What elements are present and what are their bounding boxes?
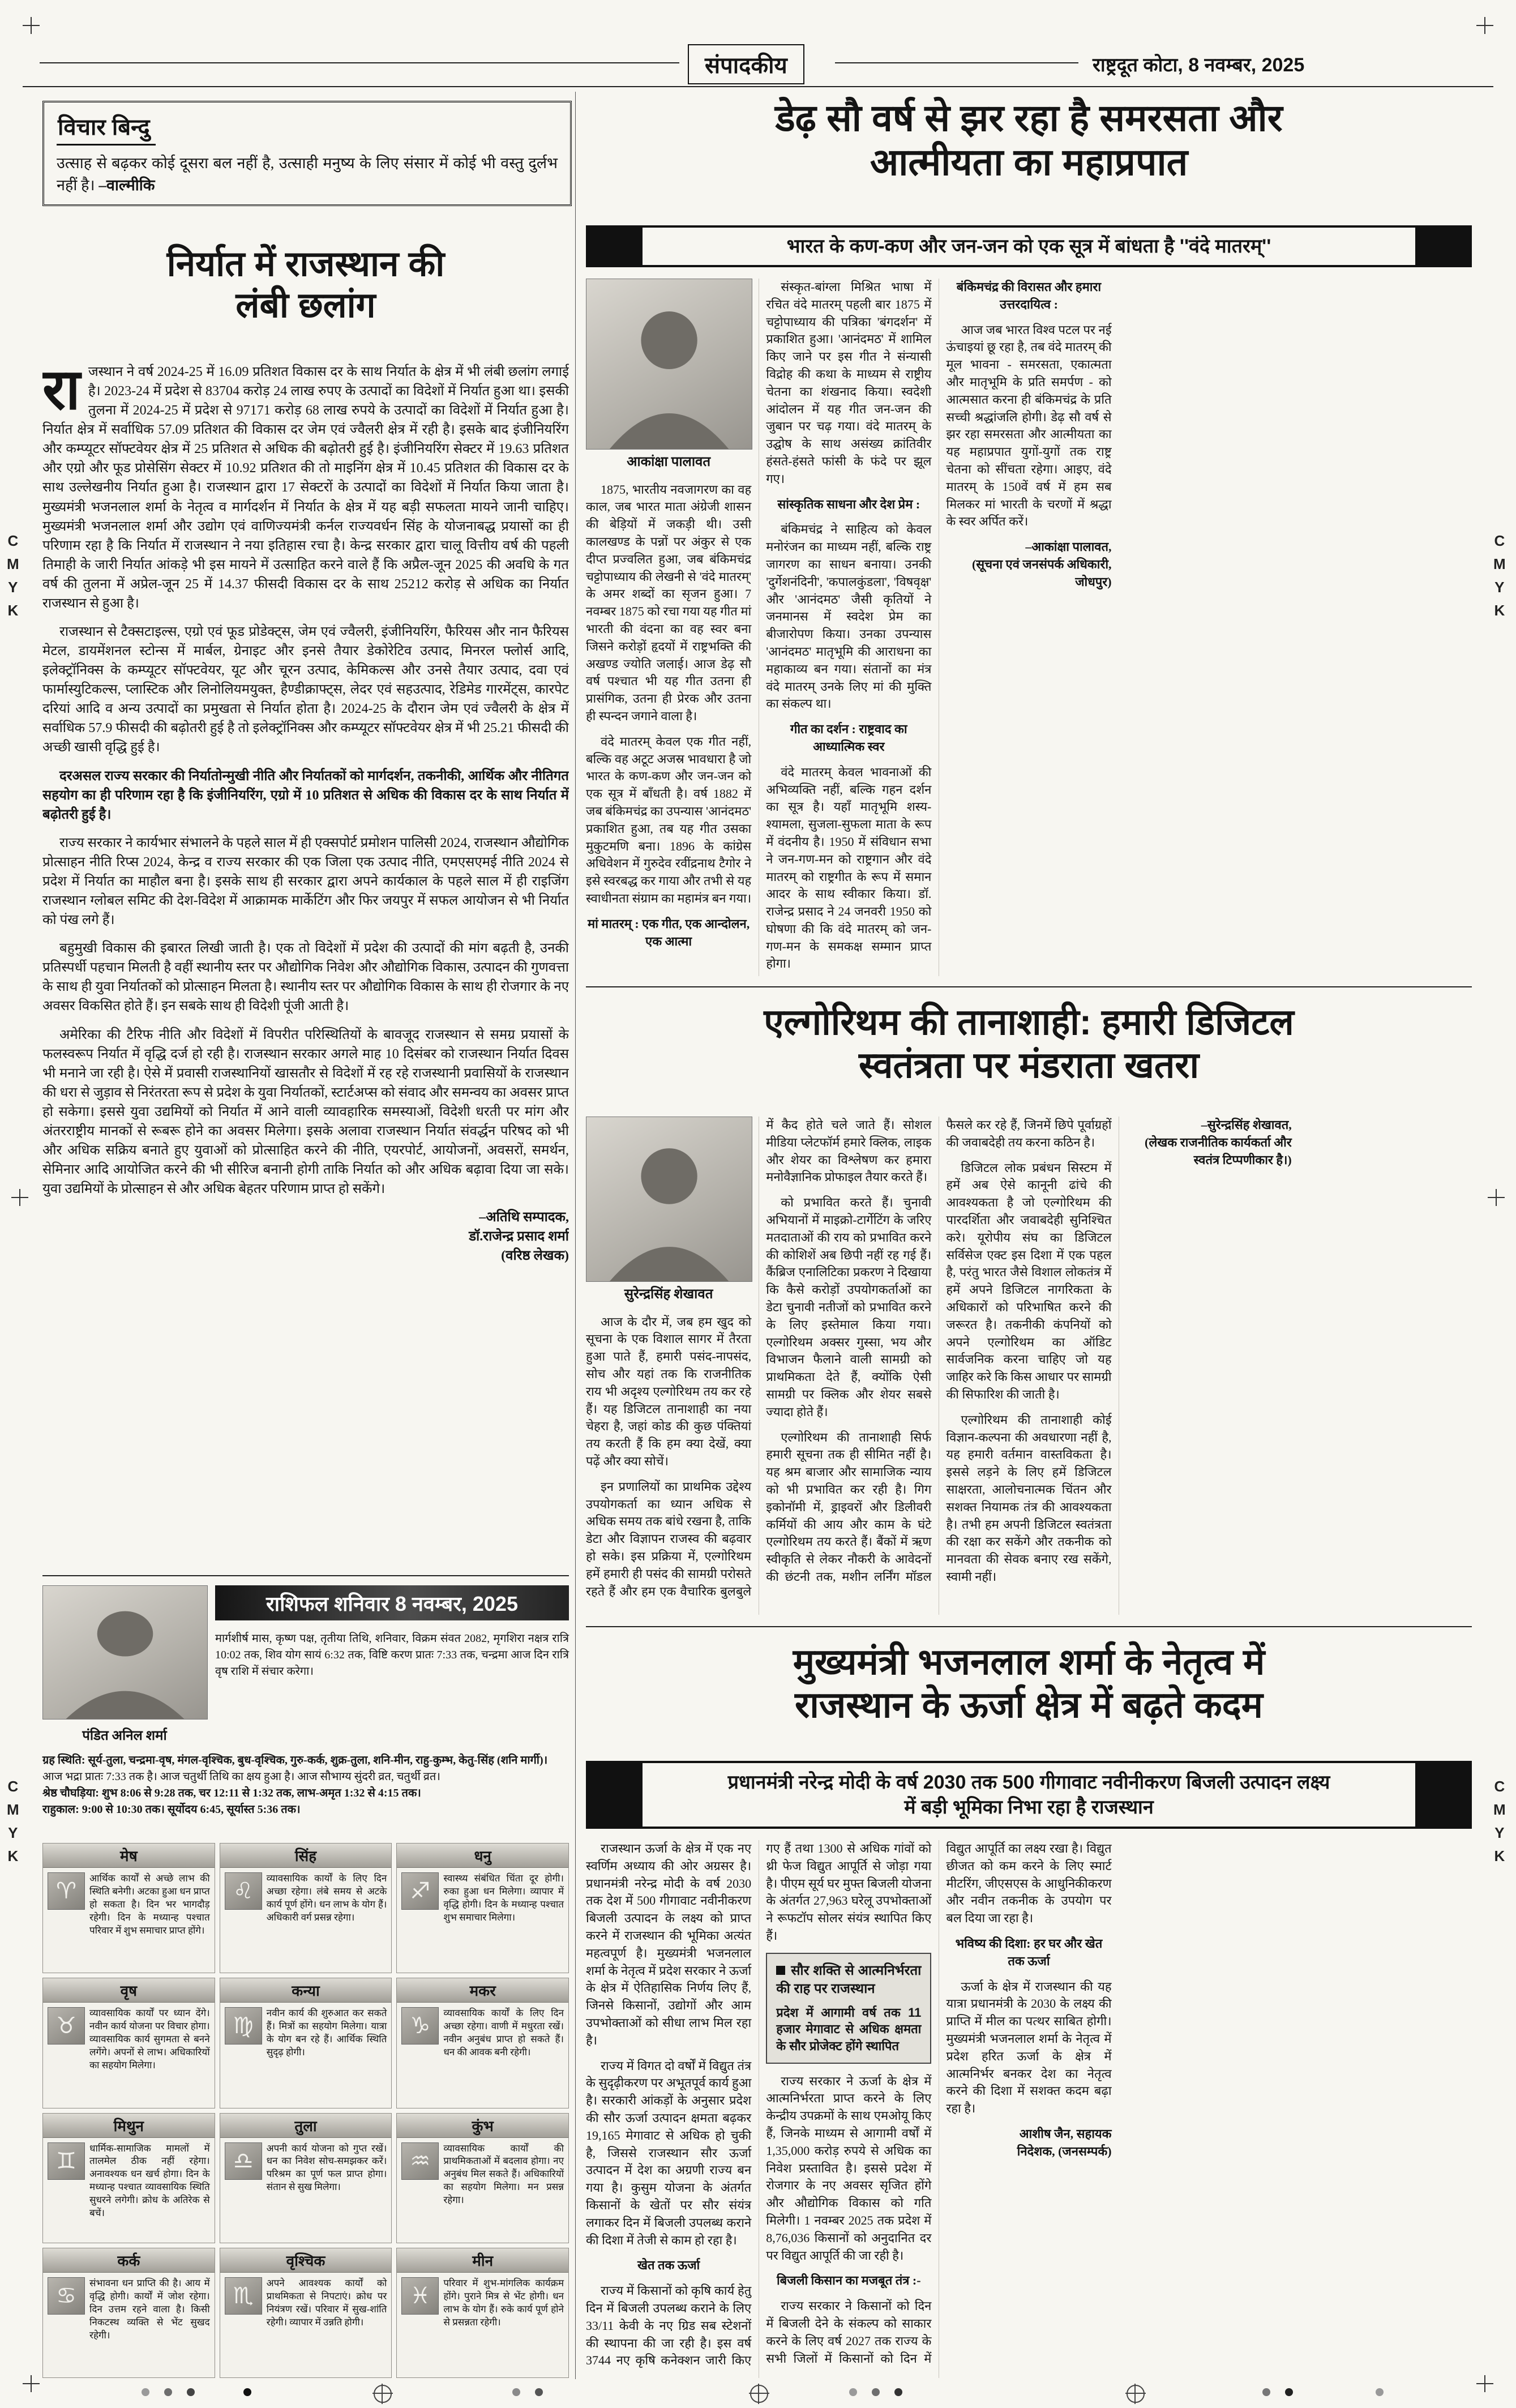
- article-paragraph: एल्गोरिथम की तानाशाही सिर्फ हमारी सूचना तक ही सीमित नहीं है। यह श्रम बाजार और सामाजिक न्याय को भी प्रभावित कर रही है। गिग इकोनॉमी में, ड्राइवरों और डिलीवरी कर्मियों की आय और काम के घंटे एल्गोरिथम तय करते हैं। बैंकों में ऋण स्वीकृति से लेकर नौकरी के आवेदनों की छंटनी तक, मशीन लर्निंग मॉडल फैसले कर रहे हैं, जिनमें छिपे पूर्वाग्रहों की जवाबदेही तय करना कठिन है।: [766, 1118, 1112, 1584]
- crop-mark-bottom-left: [23, 2375, 40, 2392]
- author-portrait-photo: [586, 279, 752, 450]
- zodiac-cell-leo: [220, 1843, 392, 1973]
- article-paragraph: अमेरिका की टैरिफ नीति और विदेशों में विपरीत परिस्थितियों के बावजूद राजस्थान से समग्र प्रयासों के फलस्वरूप निर्यात में वृद्धि दर्ज हो रही है। राजस्थान सरकार अगले माह 10 दिसंबर को राजस्थान निर्यात दिवस भी मनाने जा रही है। ऐसे में प्रवासी राजस्थानियों खासतौर से विदेशों में रह रहे राजस्थानी प्रवासियों के राजस्थान की धरा से जुड़ाव से निरंतरता रूप से प्रदेश के युवा निर्यातकों, स्टार्टअप्स को संवाद और समन्वय का अवसर प्राप्त हो सकेगा। इससे युवा उद्यमियों को निर्यात में आने वाली व्यावहारिक समस्याओं, विदेशी धरती पर मांग और अंतरराष्ट्रीय मानकों से रूबरू होने का अवसर मिलेगा। इसके अलावा राजस्थान निर्यात संवर्द्धन परिषद को भी और अधिक सक्रिय बनाते हुए युवाओं को प्रोत्साहित करने की नीति, एयरपोर्ट, आयोजनों, अवसरों, समर्थन, सेमिनार आदि आयोजित करने की भी सीरिज बनानी होगी ताकि निर्यात को और अधिक बढ़ावा दिया जा सके। युवा उद्यमियों के प्रोत्साहन से और अधिक बेहतर परिणाम प्राप्त हो सकेंगे।: [42, 1027, 569, 1197]
- zodiac-forecast: नवीन कार्य की शुरुआत कर सकते हैं। मित्रों का सहयोग मिलेगा। यात्रा के योग बन रहे हैं। आर्थिक स्थिति सुदृढ़ होगी।: [266, 2008, 387, 2058]
- reg-letter-y: Y: [1494, 1824, 1505, 1841]
- panchang-details: [42, 1752, 569, 1818]
- taurus-icon: ♉: [48, 2007, 85, 2045]
- reg-letter-m: M: [1493, 555, 1506, 572]
- zodiac-name: मकर: [397, 1978, 568, 2003]
- reg-letter-y: Y: [8, 1824, 18, 1841]
- libra-icon: ♎: [225, 2142, 262, 2180]
- panchang-notes: आज भद्रा प्रातः 7:33 तक है। आज चतुर्थी तिथि का क्षय हुआ है। आज सौभाग्य सुंदरी व्रत, चतुर्थी व्रत।: [42, 1770, 440, 1783]
- zodiac-forecast: अपनी कार्य योजना को गुप्त रखें। धन का निवेश सोच-समझकर करें। परिश्रम का पूर्ण फल प्राप्त होगा। संतान से सुख मिलेगा।: [266, 2142, 387, 2193]
- pandit-caption: पंडित अनिल शर्मा: [82, 1729, 167, 1743]
- article-paragraph: जस्थान ने वर्ष 2024-25 में 16.09 प्रतिशत विकास दर के साथ निर्यात के क्षेत्र में भी लंबी छलांग लगाई है। 2023-24 में प्रदेश से 83704 करोड़ 24 लाख रुपए के उत्पादों का विदेशों में निर्यात हुआ था। इसकी तुलना में 2024-25 में प्रदेश से 97171 करोड़ 68 लाख रुपये के उत्पादों का विदेशों में निर्यात हुआ है। निर्यात क्षेत्र में सर्वाधिक 57.09 प्रतिशत की विकास दर जेम एवं ज्वैलरी क्षेत्र में रही है। इसके बाद इंजीनियरिंग और कम्प्यूटर सॉफ्टवेयर क्षेत्र में 25 प्रतिशत से अधिक की बढ़ोतरी हुई है। इंजीनियरिंग सेक्टर में 19.63 प्रतिशत और एग्रो और फूड प्रोसेसिंग सेक्टर में 10.92 प्रतिशत की तो माइनिंग क्षेत्र में 10.45 प्रतिशत की विकास दर के साथ उल्लेखनीय निर्यात हुआ है। राजस्थान द्वारा 17 सेक्टरों के उत्पादों का विदेशों में निर्यात किया जाता है। मुख्यमंत्री भजनलाल शर्मा के नेतृत्व व मार्गदर्शन में निर्यात के क्षेत्र में यह बड़ी सफलता मायने जानी चाहिए। मुख्यमंत्री भजनलाल शर्मा और उद्योग एवं वाणिज्यमंत्री कर्नल राज्यवर्धन सिंह के योजनाबद्ध प्रयासों का ही परिणाम रहा है कि निर्यात में राजस्थान ने नया इतिहास रचा है। केन्द्र सरकार द्वारा चालू वित्तीय वर्ष की पहली तिमाही के जारी निर्यात आंकड़े भी इस मायने में उत्साहित करने वाले हैं कि अप्रैल-जून 2025 की अवधि के गत वर्ष की तुलना में अप्रेल-जून 25 में 14.37 फीसदी विकास दर के साथ 25212 करोड़ से अधिक का निर्यात राजस्थान से हुआ है।: [42, 365, 569, 611]
- print-mark-dot: [894, 2388, 902, 2396]
- reg-letter-c: C: [7, 1778, 19, 1795]
- zodiac-name: मेष: [43, 1844, 215, 1868]
- zodiac-cell-sagittarius: [396, 1843, 569, 1973]
- headline-line-1: डेढ़ सौ वर्ष से झर रहा है समरसता और: [775, 97, 1283, 139]
- article-divider-rule: [586, 1626, 1472, 1627]
- panchang-text: मार्गशीर्ष मास, कृष्ण पक्ष, तृतीया तिथि, शनिवार, विक्रम संवत 2082, मृगशिरा नक्षत्र रात्रि 10:02 तक, शिव योग सायं 6:32 तक, विष्टि करण प्रातः 7:33 तक, चन्द्रमा आज दिन रात्रि वृष राशि में संचार करेगा।: [215, 1632, 569, 1678]
- algo-article-byline: [1127, 1117, 1292, 1169]
- article-paragraph: राज्य में किसानों को कृषि कार्य हेतु दिन में बिजली उपलब्ध कराने के लिए 33/11 केवी के नए ग्रिड सब स्टेशनों की स्थापना की जा रही है। इस वर्ष 3744 नए कृषि कनेक्शन जारी किए गए हैं तथा 1300 से अधिक गांवों को थ्री फेज विद्युत आपूर्ति से जोड़ा गया है। पीएम सूर्य घर मुफ्त बिजली योजना के अंतर्गत 27,963 घरेलू उपभोक्ताओं ने रूफटॉप सोलर संयंत्र स्थापित किए हैं।: [586, 1841, 932, 2368]
- horoscope-top-rule: [42, 1575, 569, 1576]
- article-paragraph: वंदे मातरम् केवल एक गीत नहीं, बल्कि वह अटूट अजस्र भावधारा है जो भारत के कण-कण और जन-जन को एक सूत्र में बाँधती है। वर्ष 1882 में जब बंकिमचंद्र का उपन्यास 'आनंदमठ' प्रकाशित हुआ, तब यह गीत उसका मुकुटमणि बना। 1896 के कांग्रेस अधिवेशन में गुरुदेव रवींद्रनाथ टैगोर ने इसे स्वरबद्ध कर गाया और तभी से यह स्वाधीनता संग्राम का महामंत्र बन गया।: [586, 734, 752, 905]
- article-paragraph: वंदे मातरम् केवल भावनाओं की अभिव्यक्ति नहीं, बल्कि गहन दर्शन का सूत्र है। यहाँ मातृभूमि शस्य-श्यामला, सुजला-सुफला माता के रूप में वंदनीय है। 1950 में संविधान सभा ने जन-गण-मन को राष्ट्रगान और वंदे मातरम् को राष्ट्रगीत के रूप में समान आदर के साथ स्वीकार किया। डॉ. राजेन्द्र प्रसाद ने 24 जनवरी 1950 को घोषणा की कि वंदे मातरम् को जन-गण-मन के समकक्ष सम्मान प्राप्त होगा।: [766, 764, 932, 971]
- zodiac-name: मिथुन: [43, 2114, 215, 2138]
- pisces-icon: ♓: [401, 2277, 439, 2315]
- zodiac-name: कर्क: [43, 2248, 215, 2273]
- header-bottom-rule: [23, 86, 1493, 87]
- zodiac-grid: [42, 1843, 569, 2378]
- zodiac-name: कन्या: [220, 1978, 392, 2003]
- algo-article-body: [586, 1117, 1472, 1615]
- energy-article-kicker: [586, 1761, 1472, 1829]
- zodiac-name: वृश्चिक: [220, 2248, 392, 2273]
- registration-mark-cmyk-right-2: [1493, 1778, 1506, 1865]
- zodiac-name: वृष: [43, 1978, 215, 2003]
- gemini-icon: ♊: [48, 2142, 85, 2180]
- article-subhead: बिजली किसान का मजबूत तंत्र :-: [776, 2273, 921, 2288]
- drop-cap: रा: [42, 362, 80, 421]
- zodiac-forecast: व्यावसायिक कार्यों की प्राथमिकताओं में बदलाव होगा। नए अनुबंध मिल सकते हैं। अधिकारियों का सहयोग मिलेगा। मन प्रसन्न रहेगा।: [443, 2142, 564, 2206]
- pandit-portrait-photo: [42, 1585, 208, 1720]
- registration-mark-cmyk-right: [1493, 532, 1506, 619]
- article-paragraph: एल्गोरिथम की तानाशाही कोई विज्ञान-कल्पना की अवधारणा नहीं है, यह हमारी वर्तमान वास्तविकता है। इससे लड़ने के लिए हमें डिजिटल साक्षरता, आलोचनात्मक चिंतन और सशक्त नियामक तंत्र की आवश्यकता है। तभी हम अपनी डिजिटल स्वतंत्रता की रक्षा कर सकेंगे और तकनीक को मानवता की सेवक बनाए रख सकेंगे, स्वामी नहीं।: [946, 1412, 1112, 1584]
- main-column-divider: [575, 92, 576, 2379]
- article-paragraph: बहुमुखी विकास की इबारत लिखी जाती है। एक तो विदेशों में प्रदेश की उत्पादों की मांग बढ़ती है, उनकी प्रतिस्पर्धी पहचान मिलती है वहीं स्थानीय स्तर पर औद्योगिक निवेश और औद्योगिक विकास, उत्पादन की गुणवत्ता के साथ ही युवा निर्यातकों को प्रोत्साहन मिलता है। स्थानीय स्तर पर औद्योगिक विकास के साथ ही रोजगार के नए अवसर विकसित होते हैं। इन सबके साथ ही विदेशी पूंजी आती है।: [42, 941, 569, 1014]
- article-paragraph: राज्य सरकार ने ऊर्जा के क्षेत्र में आत्मनिर्भरता प्राप्त करने के लिए केन्द्रीय उपक्रमों के साथ एमओयू किए हैं, जिनके माध्यम से आगामी वर्षों में 1,35,000 करोड़ रुपये से अधिक का निवेश प्रस्तावित है। इससे प्रदेश में रोजगार के नए अवसर सृजित होंगे और औद्योगिक विकास को गति मिलेगी। 1 नवम्बर 2025 तक प्रदेश में 8,76,036 किसानों को अनुदानित दर पर विद्युत आपूर्ति की जा रही है।: [766, 2073, 932, 2262]
- export-article-headline: [42, 243, 569, 326]
- zodiac-forecast: धार्मिक-सामाजिक मामलों में तालमेल ठीक नहीं रहेगा। अनावश्यक धन खर्च होगा। दिन के मध्यान्ह पश्चात व्यावसायिक स्थिति सुधरने लगेगी। क्रोध के अतिरेक से बचें।: [89, 2142, 210, 2219]
- horoscope-title: राशिफल शनिवार 8 नवम्बर, 2025: [266, 1592, 518, 1615]
- headline-line-2: आत्मीयता का महाप्रपात: [870, 140, 1188, 183]
- zodiac-forecast: अपने आवश्यक कार्यों को प्राथमिकता से निपटाएं। क्रोध पर नियंत्रण रखें। परिवार में सुख-शांति रहेगी। व्यापार में उन्नति होगी।: [266, 2277, 387, 2328]
- article-paragraph: डिजिटल लोक प्रबंधन सिस्टम में हमें अब ऐसे कानूनी ढांचे की आवश्यकता है जो एल्गोरिथम की पारदर्शिता और जवाबदेही सुनिश्चित करे। यूरोपीय संघ का डिजिटल सर्विसेज एक्ट इस दिशा में एक पहल है, परंतु भारत जैसे विशाल लोकतंत्र में हमें अपने डिजिटल नागरिकता के अधिकारों को परिभाषित करने की जरूरत है। तकनीकी कंपनियों को अपने एल्गोरिथम का ऑडिट सार्वजनिक करना चाहिए जो यह जाहिर करे कि किस आधार पर सामग्री की सिफारिश की जाती है।: [946, 1160, 1112, 1401]
- portrait-silhouette: [586, 1117, 752, 1281]
- virgo-icon: ♍: [225, 2007, 262, 2045]
- article-subhead: मां मातरम् : एक गीत, एक आन्दोलन, एक आत्मा: [587, 916, 750, 948]
- kicker-end-block: [1415, 1763, 1472, 1827]
- byline-note: (वरिष्ठ लेखक): [501, 1248, 569, 1264]
- print-mark-dot: [535, 2388, 543, 2396]
- export-article-body: [42, 362, 569, 1563]
- reg-letter-k: K: [1494, 1847, 1505, 1864]
- article-subhead: बंकिमचंद्र की विरासत और हमारा उत्तरदायित्व :: [956, 280, 1102, 311]
- zodiac-forecast: स्वास्थ्य संबंधित चिंता दूर होगी। रुका हुआ धन मिलेगा। व्यापार में वृद्धि होगी। दिन के मध्यान्ह पश्चात शुभ समाचार मिलेगा।: [443, 1873, 564, 1923]
- article-paragraph: राजस्थान ऊर्जा के क्षेत्र में एक नए स्वर्णिम अध्याय की ओर अग्रसर है। प्रधानमंत्री नरेन्द्र मोदी के वर्ष 2030 तक देश में 500 गीगावाट नवीनीकरण बिजली उत्पादन के लक्ष्य को प्राप्त करने में राजस्थान की भूमिका अत्यंत महत्वपूर्ण है। मुख्यमंत्री भजनलाल शर्मा के नेतृत्व में प्रदेश सरकार ने ऊर्जा के क्षेत्र में ऐतिहासिक निर्णय लिए हैं, जिनसे किसानों, उद्योगों और आम उपभोक्ताओं को सीधा लाभ मिल रहा है।: [586, 1841, 752, 2047]
- zodiac-forecast: व्यावसायिक कार्यों के लिए दिन अच्छा रहेगा। वाणी में मधुरता रखें। नवीन अनुबंध प्राप्त हो सकते हैं। धन की आवक बनी रहेगी।: [443, 2008, 564, 2058]
- crop-mark-top-right: [1476, 17, 1493, 34]
- article-paragraph: राज्य सरकार ने कार्यभार संभालने के पहले साल में ही एक्सपोर्ट प्रमोशन पालिसी 2024, राजस्थान औद्योगिक प्रोत्साहन नीति रिप्स 2024, केन्द्र व राज्य सरकार की एक जिला एक उत्पाद नीति, एमएसएमई नीति 2024 से प्रदेश में निर्यात का माहौल बना है। इसके साथ ही सरकार द्वारा अपने कार्यकाल के पहले साल में ही राइजिंग राजस्थान ग्लोबल समिट की देश-विदेश में आक्रामक मार्केटिंग और फिर जयपुर में सफल आयोजन से भी निर्यात को पंख लगे हैं।: [42, 835, 569, 928]
- energy-article-byline: [946, 2125, 1111, 2161]
- zodiac-cell-aquarius: [396, 2113, 569, 2243]
- article-divider-rule: [586, 986, 1472, 987]
- article-paragraph: आज जब भारत विश्व पटल पर नई ऊंचाइयां छू रहा है, तब वंदे मातरम् की मूल भावना - समरसता, एकात्मता और मातृभूमि के प्रति समर्पण - को आत्मसात करना ही बंकिमचंद्र के प्रति सच्ची श्रद्धांजलि होगी। डेढ़ सौ वर्ष से झर रहा समरसता और आत्मीयता का यह महाप्रपात युगों-युगों तक राष्ट्र चेतना को सींचता रहेगा। आइए, वंदे मातरम् के 150वें वर्ष में हम सब मिलकर मां भारती के चरणों में श्रद्धा के स्वर अर्पित करें।: [946, 322, 1112, 529]
- reg-letter-m: M: [1493, 1801, 1506, 1818]
- crop-mark-top-left: [23, 17, 40, 34]
- byline-name: –आकांक्षा पालावत,: [1025, 540, 1112, 554]
- zodiac-cell-cancer: [42, 2248, 215, 2378]
- author-portrait-photo: [586, 1117, 752, 1282]
- registration-target: [750, 2385, 768, 2403]
- reg-letter-c: C: [1494, 532, 1505, 549]
- zodiac-cell-aries: [42, 1843, 215, 1973]
- zodiac-name: कुंभ: [397, 2114, 568, 2138]
- highlight-title-text: सौर शक्ति से आत्मनिर्भरता की राह पर राजस्थान: [776, 1962, 922, 1997]
- headline-line-1: मुख्यमंत्री भजनलाल शर्मा के नेतृत्व में: [793, 1641, 1265, 1682]
- print-mark-dot: [187, 2388, 195, 2396]
- article-subhead: खेत तक ऊर्जा: [637, 2258, 700, 2273]
- print-mark-dot: [142, 2388, 149, 2396]
- article-paragraph-bold: दरअसल राज्य सरकार की निर्यातोन्मुखी नीति और निर्यातकों को मार्गदर्शन, तकनीकी, आर्थिक और नीतिगत सहयोग का ही परिणाम रहा है कि इंजीनियरिंग, एग्रो में 10 प्रतिशत से अधिक की विकास दर के साथ निर्यात में बढ़ोतरी हुई है।: [42, 768, 569, 822]
- article-paragraph: आज के दौर में, जब हम खुद को सूचना के एक विशाल सागर में तैरता हुआ पाते हैं, हमारी पसंद-नापसंद, सोच और यहां तक कि राजनीतिक राय भी अदृश्य एल्गोरिथम तय कर रहे हैं। यह डिजिटल तानाशाही का नया चेहरा है, जहां कोड की कुछ पंक्तियां तय करती हैं कि हम क्या देखें, क्या पढ़ें और क्या सोचें।: [586, 1314, 752, 1468]
- cancer-icon: ♋: [48, 2277, 85, 2315]
- article-paragraph: राज्य में विगत दो वर्षों में विद्युत तंत्र के सुदृढ़ीकरण पर अभूतपूर्व कार्य हुआ है। सरकारी आंकड़ों के अनुसार प्रदेश की सौर ऊर्जा उत्पादन क्षमता बढ़कर 19,165 मेगावाट से अधिक हो चुकी है, जिससे राजस्थान सौर ऊर्जा उत्पादन में देश का अग्रणी राज्य बन गया है। कुसुम योजना के अंतर्गत किसानों के खेतों पर सौर संयंत्र लगाकर दिन में बिजली उपलब्ध कराने की दिशा में तेजी से काम हो रहा है।: [586, 2058, 752, 2247]
- zodiac-forecast: व्यावसायिक कार्यों के लिए दिन अच्छा रहेगा। लंबे समय से अटके कार्य पूर्ण होंगे। धन लाभ के योग हैं। अधिकारी वर्ग प्रसन्न रहेगा।: [266, 1873, 387, 1923]
- leo-icon: ♌: [225, 1872, 262, 1910]
- reg-letter-y: Y: [8, 579, 18, 596]
- chaughadiya: श्रेष्ठ चौघड़िया: शुभ 8:06 से 9:28 तक, चर 12:11 से 1:32 तक, लाभ-अमृत 1:32 से 4:15 तक।: [42, 1787, 421, 1799]
- kicker-end-block: [1415, 228, 1472, 265]
- zodiac-cell-libra: [220, 2113, 392, 2243]
- zodiac-cell-gemini: [42, 2113, 215, 2243]
- vande-article-kicker: [586, 225, 1472, 267]
- article-paragraph: को प्रभावित करते हैं। चुनावी अभियानों में माइक्रो-टार्गेटिंग के जरिए मतदाताओं की राय को प्रभावित करने की कोशिशें अब छिपी नहीं रह गई हैं। कैंब्रिज एनालिटिका प्रकरण ने दिखाया कि कैसे करोड़ों उपयोगकर्ताओं का डेटा चुनावी नतीजों को प्रभावित करने के लिए इस्तेमाल किया गया। एल्गोरिथम अक्सर गुस्सा, भय और विभाजन फैलाने वाली सामग्री को प्राथमिकता देते हैं, क्योंकि ऐसी सामग्री पर क्लिक और शेयर सबसे ज्यादा होते हैं।: [766, 1195, 932, 1419]
- zodiac-name: सिंह: [220, 1844, 392, 1868]
- registration-mark-cmyk-left: [7, 532, 19, 619]
- kicker-line-1: प्रधानमंत्री नरेन्द्र मोदी के वर्ष 2030 तक 500 गीगावाट नवीनीकरण बिजली उत्पादन लक्ष्य: [727, 1771, 1330, 1793]
- print-mark-dot: [512, 2388, 520, 2396]
- byline-name: –सुरेन्द्रसिंह शेखावत,: [1201, 1118, 1292, 1132]
- crop-mark-bottom-right: [1476, 2375, 1493, 2392]
- zodiac-forecast: परिवार में शुभ-मांगलिक कार्यक्रम होंगे। पुराने मित्र से भेंट होगी। धन लाभ के योग हैं। रुके कार्य पूर्ण होने से प्रसन्नता रहेगी।: [443, 2277, 564, 2328]
- vande-article-byline: [946, 538, 1111, 591]
- print-mark-dot: [1262, 2388, 1270, 2396]
- sagittarius-icon: ♐: [401, 1872, 439, 1910]
- reg-letter-y: Y: [1494, 579, 1505, 596]
- print-mark-dot: [243, 2388, 251, 2396]
- section-title-box: [688, 44, 804, 84]
- thought-of-day-title: विचार बिन्दु: [57, 110, 156, 146]
- highlight-box-text: प्रदेश में आगामी वर्ष तक 11 हजार मेगावाट से अधिक क्षमता के सौर प्रोजेक्ट होंगे स्थापित: [776, 2005, 922, 2053]
- headline-line-2: स्वतंत्रता पर मंडराता खतरा: [858, 1044, 1200, 1085]
- print-mark-dot: [164, 2388, 172, 2396]
- zodiac-cell-capricorn: [396, 1978, 569, 2108]
- vande-article-body: [586, 279, 1472, 976]
- print-mark-dot: [1376, 2388, 1384, 2396]
- portrait-silhouette: [586, 279, 752, 449]
- byline-role: (सूचना एवं जनसंपर्क अधिकारी, जोधपुर): [971, 557, 1112, 589]
- energy-article-body: [586, 1840, 1472, 2378]
- article-paragraph: संस्कृत-बांग्ला मिश्रित भाषा में रचित वंदे मातरम् पहली बार 1875 में चट्टोपाध्याय की पत्रिका 'बंगदर्शन' में प्रकाशित हुआ। 'आनंदमठ' में शामिल किए जाने पर इस गीत ने संन्यासी विद्रोह की कथा के माध्यम से राष्ट्रीय चेतना का शंखनाद किया। स्वदेशी आंदोलन में यह गीत जन-जन की जुबान पर चढ़ गया। वंदे मातरम् के उद्घोष के साथ असंख्य क्रांतिवीर हंसते-हंसते फांसी के फंदे पर झूल गए।: [766, 280, 932, 486]
- headline-line-1: निर्यात में राजस्थान की: [166, 245, 445, 284]
- article-paragraph: राजस्थान से टैक्सटाइल्स, एग्रो एवं फूड प्रोडेक्ट्स, जेम एवं ज्वैलरी, इंजीनियरिंग, फैरियस और नान फैरियस मेटल, डायमेंशनल स्टोन्स में मार्बल, ग्रेनाइट और इनसे तैयार डेकोरेटिव उत्पाद, मिनरल फ्लोर्स आदि, इलेक्ट्रॉनिक्स के कम्प्यूटर सॉफ्टवेयर, यूट और चूरन उत्पाद, केमिकल्स और उनसे तैयार उत्पाद, दवा एवं फार्मास्युटिकल्स, प्लास्टिक और लिनोलियमयुक्त, हैण्डीक्राफ्ट्स, लेदर एवं सहउत्पाद, रेडिमेड गारमेंट्स, कारपेट दरियां आदि व अन्य उत्पादों का प्रमुखता से निर्यात होता है। 2024-25 के दौरान जेम एवं ज्वैलरी के क्षेत्र में सर्वाधिक 57.9 फीसदी की बढ़ोतरी हुई है तो इलेक्ट्रॉनिक्स और कम्प्यूटर सॉफ्टवेयर क्षेत्र में भी 25.21 फीसदी की अच्छी खासी वृद्धि हुई है।: [42, 625, 569, 755]
- page-header: [0, 40, 1516, 85]
- zodiac-forecast: व्यावसायिक कार्यों पर ध्यान देंगे। नवीन कार्य योजना पर विचार होगा। व्यावसायिक कार्य सुगमता से बनने लगेंगे। अपनों से लाभ। अधिकारियों का सहयोग मिलेगा।: [89, 2008, 210, 2071]
- zodiac-forecast: आर्थिक कार्यों से अच्छे लाभ की स्थिति बनेगी। अटका हुआ धन प्राप्त हो सकता है। दिन भर भागदौड़ रहेगी। दिन के मध्यान्ह पश्चात परिवार में शुभ समाचार प्राप्त होंगे।: [89, 1873, 210, 1936]
- zodiac-forecast: संभावना धन प्राप्ति की है। आय में वृद्धि होगी। कार्यों में जोश रहेगा। दिन उत्तम रहने वाला है। किसी निकटस्थ व्यक्ति से भेंट सुखद रहेगी।: [89, 2277, 210, 2341]
- energy-highlight-box: [766, 1953, 931, 2064]
- registration-mark-cmyk-left-2: [7, 1778, 19, 1865]
- author-caption: सुरेन्द्रसिंह शेखावत: [624, 1287, 713, 1302]
- registration-target: [1127, 2385, 1145, 2403]
- quote-attribution: –वाल्मीकि: [99, 177, 155, 194]
- portrait-silhouette: [43, 1586, 207, 1719]
- reg-letter-k: K: [7, 1847, 19, 1864]
- scorpio-icon: ♏: [225, 2277, 262, 2315]
- panchang-summary: [215, 1631, 569, 1680]
- zodiac-cell-pisces: [396, 2248, 569, 2378]
- print-mark-dot: [849, 2388, 857, 2396]
- article-subhead: भविष्य की दिशा: हर घर और खेत तक ऊर्जा: [955, 1936, 1103, 1968]
- thought-of-day-box: [42, 101, 572, 206]
- export-article-byline: [42, 1208, 569, 1265]
- edition-date: राष्ट्रदूत कोटा, 8 नवम्बर, 2025: [1093, 54, 1305, 76]
- horoscope-header-bar: [215, 1585, 569, 1620]
- square-bullet-icon: [776, 1966, 785, 1975]
- quote-text: उत्साह से बढ़कर कोई दूसरा बल नहीं है, उत्साही मनुष्य के लिए संसार में कोई भी वस्तु दुर्लभ नहीं है।: [57, 155, 558, 194]
- vande-article-headline: [586, 96, 1472, 185]
- zodiac-cell-virgo: [220, 1978, 392, 2108]
- zodiac-name: तुला: [220, 2114, 392, 2138]
- headline-line-2: राजस्थान के ऊर्जा क्षेत्र में बढ़ते कदम: [795, 1684, 1263, 1725]
- article-paragraph: राज्य सरकार ने किसानों को दिन में बिजली देने के संकल्प को साकार करने के लिए वर्ष 2027 तक राज्य के सभी जिलों में किसानों को दिन में विद्युत आपूर्ति का लक्ष्य रखा है। विद्युत छीजत को कम करने के लिए स्मार्ट मीटरिंग, जीएसएस के आधुनिकीकरण और नवीन तकनीक के उपयोग पर बल दिया जा रहा है।: [766, 1841, 1112, 2366]
- section-title: संपादकीय: [705, 53, 787, 78]
- byline-name: आशीष जैन, सहायक: [1019, 2126, 1112, 2141]
- graha-sthiti: ग्रह स्थिति: सूर्य-तुला, चन्द्रमा-वृष, मंगल-वृश्चिक, बुध-वृश्चिक, गुरु-कर्क, शुक्र-तुला, शनि-मीन, राहु-कुम्भ, केतु-सिंह (शनि मार्गी)।: [42, 1754, 548, 1767]
- headline-line-1: एल्गोरिथम की तानाशाही: हमारी डिजिटल: [764, 1002, 1294, 1042]
- registration-target: [374, 2385, 392, 2403]
- zodiac-cell-taurus: [42, 1978, 215, 2108]
- byline-role: –अतिथि सम्पादक,: [479, 1210, 569, 1225]
- kicker-end-block: [586, 1763, 643, 1827]
- zodiac-name: मीन: [397, 2248, 568, 2273]
- aquarius-icon: ♒: [401, 2142, 439, 2180]
- article-subhead: गीत का दर्शन : राष्ट्रवाद का आध्यात्मिक स्वर: [790, 722, 907, 754]
- kicker-text: भारत के कण-कण और जन-जन को एक सूत्र में बांधता है ''वंदे मातरम्'': [786, 235, 1271, 257]
- reg-letter-m: M: [7, 555, 19, 572]
- article-subhead: सांस्कृतिक साधना और देश प्रेम :: [777, 497, 920, 511]
- byline-role: (लेखक राजनीतिक कार्यकर्ता और स्वतंत्र टिप्पणीकार है।): [1145, 1135, 1292, 1167]
- reg-letter-c: C: [7, 532, 19, 549]
- header-rule-mid: [835, 62, 1078, 63]
- kicker-line-2: में बड़ी भूमिका निभा रहा है राजस्थान: [904, 1797, 1154, 1818]
- byline-role: निदेशक, (जनसम्पर्क): [1017, 2144, 1112, 2158]
- energy-article-headline: [586, 1641, 1472, 1726]
- reg-letter-m: M: [7, 1801, 19, 1818]
- zodiac-cell-scorpio: [220, 2248, 392, 2378]
- reg-letter-c: C: [1494, 1778, 1505, 1795]
- crop-mark-right-mid: [1488, 1189, 1505, 1206]
- byline-name: डॉ.राजेन्द्र प्रसाद शर्मा: [469, 1229, 569, 1244]
- kicker-end-block: [586, 228, 643, 265]
- article-paragraph: 1875, भारतीय नवजागरण का वह काल, जब भारत माता अंग्रेजी शासन की बेड़ियों में जकड़ी थी। उसी कालखण्ड के पन्नों पर अंकुर से एक दीप्त प्रज्वलित हुआ, जब बंकिमचंद्र चट्टोपाध्याय की लेखनी से 'वंदे मातरम्' के अमर शब्दों का सृजन हुआ। 7 नवम्बर 1875 को रचा गया यह गीत मां भारती की वंदना का वह स्वर बना जिसने करोड़ों हृदयों में राष्ट्रभक्ति की अखण्ड ज्योति जलाई। आज डेढ़ सौ वर्ष पश्चात भी यह गीत उतना ही प्रासंगिक, उतना ही प्रेरक और उतना ही स्पन्दन जगाने वाला है।: [586, 482, 752, 723]
- article-paragraph: ऊर्जा के क्षेत्र में राजस्थान की यह यात्रा प्रधानमंत्री के 2030 के लक्ष्य की प्राप्ति में मील का पत्थर साबित होगी। मुख्यमंत्री भजनलाल शर्मा के नेतृत्व में प्रदेश हरित ऊर्जा के क्षेत्र में आत्मनिर्भर बनकर देश का नेतृत्व करने की दिशा में सशक्त कदम बढ़ा रहा है।: [946, 1979, 1112, 2116]
- print-mark-dot: [1285, 2388, 1293, 2396]
- algo-article-headline: [586, 1001, 1472, 1087]
- crop-mark-left-mid: [11, 1189, 28, 1206]
- article-paragraph: बंकिमचंद्र ने साहित्य को केवल मनोरंजन का माध्यम नहीं, बल्कि राष्ट्र जागरण का साधन बनाया। उनकी 'दुर्गेशनंदिनी', 'कपालकुंडला', 'विषवृक्ष' और 'आनंदमठ' जैसी कृतियों ने जनमानस में स्वदेश प्रेम का बीजारोपण किया। उनका उपन्यास 'आनंदमठ' मातृभूमि की आराधना का महाकाव्य बन गया। संतानों का मंत्र वंदे मातरम् उनके लिए मां की मुक्ति का संकल्प था।: [766, 522, 932, 711]
- zodiac-name: धनु: [397, 1844, 568, 1868]
- aries-icon: ♈: [48, 1872, 85, 1910]
- capricorn-icon: ♑: [401, 2007, 439, 2045]
- headline-line-2: लंबी छलांग: [235, 286, 376, 326]
- thought-of-day-quote: [57, 152, 558, 196]
- print-mark-dot: [872, 2388, 880, 2396]
- rahukal: राहुकाल: 9:00 से 10:30 तक। सूर्योदय 6:45, सूर्यास्त 5:36 तक।: [42, 1803, 301, 1816]
- reg-letter-k: K: [7, 602, 19, 619]
- header-rule-left: [40, 62, 679, 63]
- author-caption: आकांक्षा पालावत: [627, 455, 711, 469]
- reg-letter-k: K: [1494, 602, 1505, 619]
- highlight-box-title: [776, 1962, 921, 1999]
- article-paragraph: इन प्रणालियों का प्राथमिक उद्देश्य उपयोगकर्ता का ध्यान अधिक से अधिक समय तक बांधे रखना है, ताकि डेटा और विज्ञापन राजस्व की बढ़वार हो सके। इस प्रक्रिया में, एल्गोरिथम हमें हमारी ही पसंद की सामग्री परोसते रहते हैं और हम एक वैचारिक बुलबुले में कैद होते चले जाते हैं। सोशल मीडिया प्लेटफॉर्म हमारे क्लिक, लाइक और शेयर का विश्लेषण कर हमारा मनोवैज्ञानिक प्रोफाइल तैयार करते हैं।: [586, 1118, 932, 1598]
